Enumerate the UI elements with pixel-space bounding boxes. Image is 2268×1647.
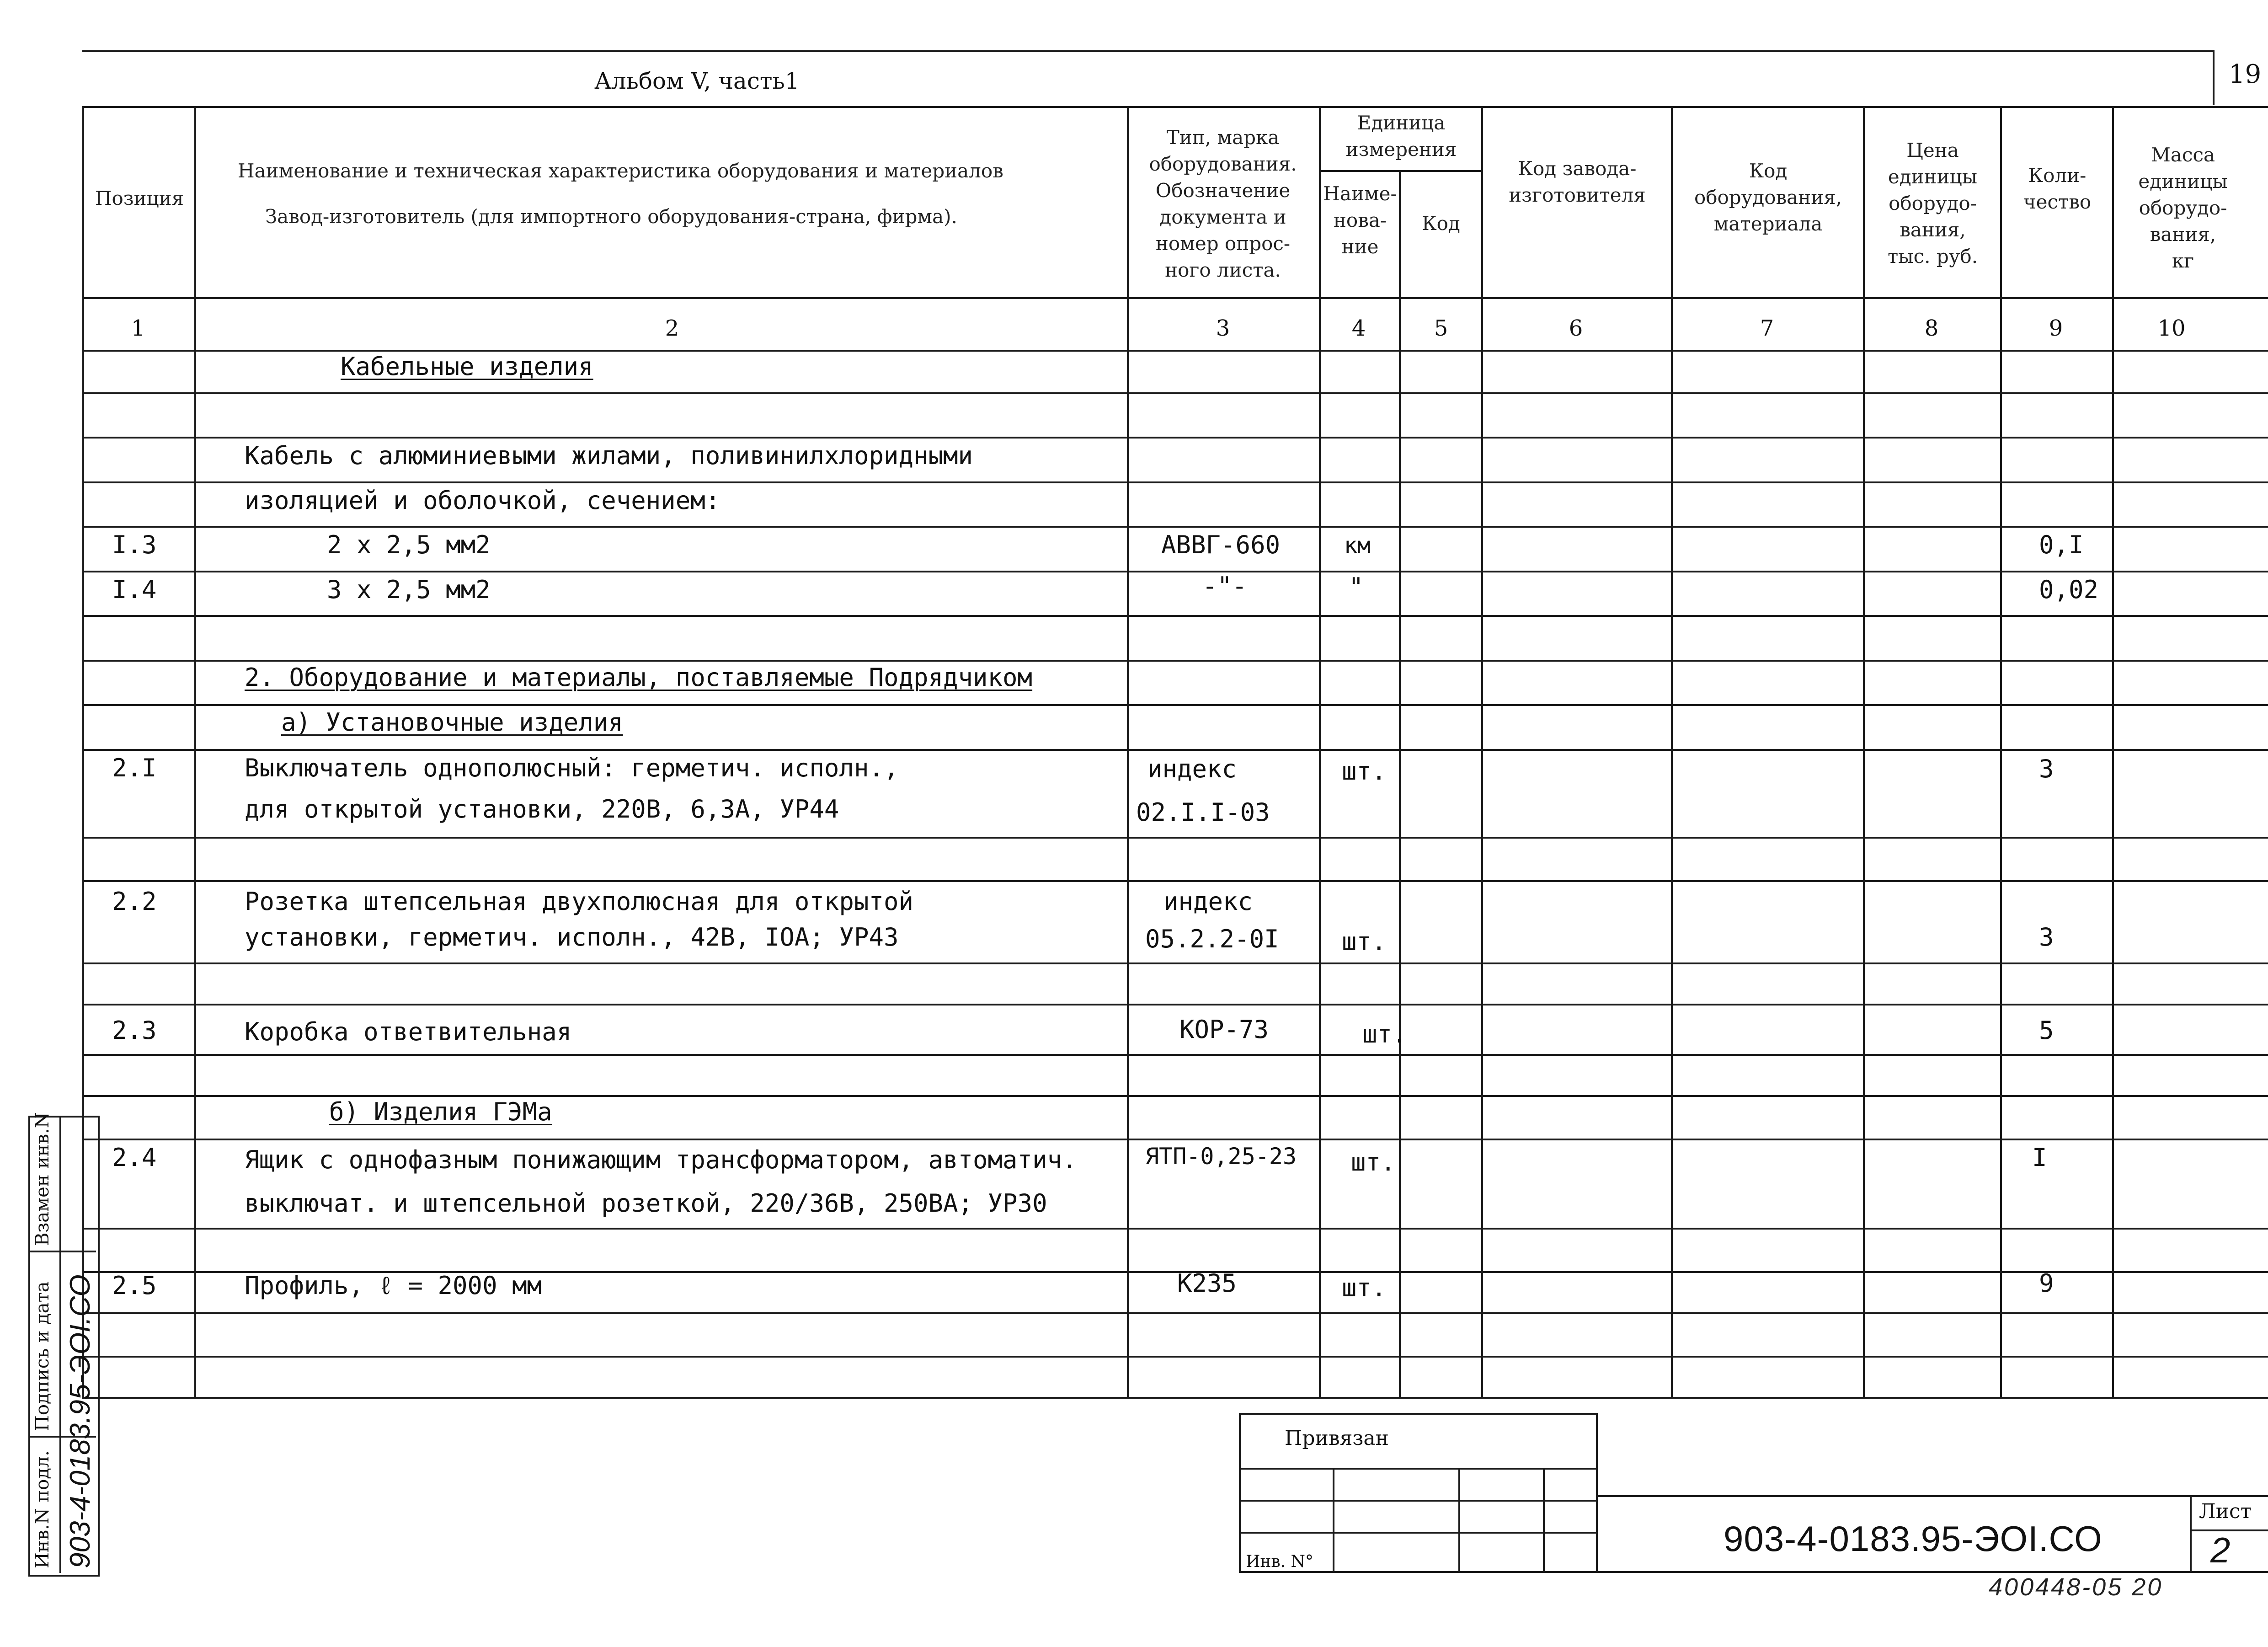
table-row-position: 2.5 bbox=[112, 1271, 157, 1300]
header-type bbox=[1129, 124, 1317, 283]
header-line: вания, bbox=[2150, 223, 2216, 246]
sheet-box-left bbox=[2190, 1495, 2192, 1573]
header-line: Масса bbox=[2151, 144, 2215, 166]
table-row-unit: шт. bbox=[1342, 757, 1387, 786]
table-top-border bbox=[82, 106, 2268, 108]
table-row-type: К235 bbox=[1177, 1269, 1237, 1298]
col-border-9 bbox=[2112, 106, 2114, 1398]
column-number-7: 7 bbox=[1760, 315, 1774, 341]
row-line bbox=[82, 481, 2268, 483]
album-title: Альбом V, часть1 bbox=[594, 68, 800, 94]
stamp-line bbox=[1543, 1468, 1545, 1573]
col-border-7 bbox=[1863, 106, 1865, 1398]
table-row-unit: шт. bbox=[1342, 927, 1387, 956]
row-line bbox=[82, 704, 2268, 706]
header-line: вания, bbox=[1900, 219, 1966, 241]
table-row-name: Профиль, ℓ = 2000 мм bbox=[245, 1271, 542, 1300]
table-row-position: I.3 bbox=[112, 530, 157, 559]
table-row-unit: шт. bbox=[1342, 1273, 1387, 1302]
title-block-top bbox=[1598, 1495, 2268, 1497]
col-border-1 bbox=[194, 106, 196, 1398]
table-row-quantity: 0,02 bbox=[2039, 575, 2099, 604]
section-heading-contractor: 2. Оборудование и материалы, поставляемые Подрядчиком bbox=[245, 663, 1033, 692]
header-unit-line: измерения bbox=[1345, 138, 1457, 160]
column-number-4: 4 bbox=[1351, 315, 1366, 341]
bottom-archive-note: 400448-05 20 bbox=[1989, 1573, 2163, 1601]
table-bottom-border bbox=[82, 1397, 2268, 1399]
header-unit-name-line: ние bbox=[1341, 235, 1379, 258]
subsection-heading-gem: б) Изделия ГЭМа bbox=[329, 1097, 552, 1126]
table-row-name: 3 х 2,5 мм2 bbox=[327, 575, 491, 604]
header-line: кг bbox=[2172, 250, 2194, 272]
header-unit-name bbox=[1321, 181, 1399, 260]
header-type-line: ного листа. bbox=[1165, 259, 1281, 281]
table-row-type: индекс bbox=[1163, 887, 1253, 916]
table-row-quantity: 3 bbox=[2039, 754, 2054, 783]
stamp-line bbox=[1239, 1413, 1598, 1415]
table-row-position: 2.2 bbox=[112, 887, 157, 916]
header-line: Код bbox=[1749, 160, 1788, 182]
row-line bbox=[82, 749, 2268, 751]
header-line: оборудо- bbox=[2139, 197, 2227, 219]
col-border-6 bbox=[1671, 106, 1673, 1398]
side-stamp-line bbox=[59, 1116, 61, 1573]
header-manufacturer-code bbox=[1484, 155, 1671, 209]
header-type-line: Обозначение bbox=[1155, 179, 1291, 202]
top-right-tick bbox=[2213, 50, 2215, 105]
row-line bbox=[82, 392, 2268, 394]
header-line: оборудования, bbox=[1694, 186, 1842, 209]
row-line bbox=[82, 1004, 2268, 1005]
table-row-type: -"- bbox=[1202, 572, 1247, 600]
table-row-name: Ящик с однофазным понижающим трансформатором, автоматич. bbox=[245, 1145, 1077, 1174]
col-border-3 bbox=[1319, 106, 1321, 1398]
table-row-position: I.4 bbox=[112, 575, 157, 604]
header-line: единицы bbox=[2138, 170, 2228, 193]
table-row-unit: шт. bbox=[1362, 1020, 1407, 1048]
col-border-4 bbox=[1399, 170, 1401, 1398]
header-line: оборудо- bbox=[1889, 192, 1977, 214]
row-line bbox=[82, 615, 2268, 617]
stamp-privyazan: Привязан bbox=[1285, 1427, 1389, 1450]
stamp-line bbox=[1458, 1468, 1460, 1573]
table-row-quantity: 3 bbox=[2039, 923, 2054, 952]
header-type-line: оборудования. bbox=[1149, 153, 1297, 175]
table-row-position: 2.4 bbox=[112, 1143, 157, 1172]
table-row-name: 2 х 2,5 мм2 bbox=[327, 530, 491, 559]
table-row-type: индекс bbox=[1147, 754, 1237, 783]
table-row-name: Коробка ответвительная bbox=[245, 1017, 572, 1046]
stamp-line bbox=[1333, 1468, 1334, 1573]
top-rule bbox=[82, 50, 2213, 52]
header-unit-name-line: нова- bbox=[1333, 209, 1387, 231]
row-line bbox=[82, 963, 2268, 964]
header-line: единицы bbox=[1888, 166, 1978, 188]
column-number-3: 3 bbox=[1216, 315, 1230, 341]
table-row-type: АВВГ-660 bbox=[1161, 530, 1281, 559]
table-row-position: 2.3 bbox=[112, 1016, 157, 1045]
header-position: Позиция bbox=[95, 187, 184, 209]
row-line bbox=[82, 526, 2268, 528]
header-line: Коли- bbox=[2028, 164, 2087, 187]
col-border-5 bbox=[1481, 106, 1483, 1398]
row-line bbox=[82, 1356, 2268, 1358]
header-line: чество bbox=[2023, 191, 2092, 213]
table-row-unit: км bbox=[1344, 533, 1371, 558]
col-border-2 bbox=[1127, 106, 1129, 1398]
header-line: тыс. руб. bbox=[1887, 245, 1978, 267]
header-line: Цена bbox=[1906, 139, 1959, 161]
page-corner-number: 19 bbox=[2229, 59, 2262, 89]
header-name-line1: Наименование и техническая характеристика оборудования и материалов bbox=[238, 160, 1003, 182]
header-type-line: номер опрос- bbox=[1155, 232, 1291, 255]
table-row-type: 05.2.2-0I bbox=[1145, 925, 1279, 953]
table-row-quantity: 0,I bbox=[2039, 530, 2084, 559]
subsection-heading-installation: а) Установочные изделия bbox=[281, 708, 623, 737]
table-row-unit: " bbox=[1349, 572, 1364, 601]
table-row-name: Выключатель однополюсный: герметич. исполн., bbox=[245, 754, 899, 782]
section-heading-cables: Кабельные изделия bbox=[341, 352, 593, 381]
header-unit-code: Код bbox=[1422, 212, 1460, 235]
side-label-podpis: Подпись и дата bbox=[32, 1281, 53, 1431]
header-equipment-code bbox=[1673, 158, 1863, 237]
side-label-inv-podl: Инв.N подл. bbox=[32, 1450, 53, 1568]
header-unit-name-line: Наиме- bbox=[1323, 182, 1397, 205]
header-unit-group bbox=[1321, 110, 1481, 163]
column-number-10: 10 bbox=[2157, 315, 2186, 341]
table-row-type: 02.I.I-03 bbox=[1136, 798, 1270, 827]
column-number-8: 8 bbox=[1924, 315, 1939, 341]
row-line bbox=[82, 1312, 2268, 1314]
header-type-line: Тип, марка bbox=[1166, 126, 1280, 149]
header-type-line: документа и bbox=[1159, 206, 1286, 228]
column-number-1: 1 bbox=[131, 315, 145, 341]
header-price bbox=[1865, 137, 2000, 270]
row-line bbox=[82, 437, 2268, 438]
header-unit-line: Единица bbox=[1357, 112, 1446, 134]
row-line bbox=[82, 571, 2268, 572]
stamp-line bbox=[1239, 1413, 1241, 1573]
table-row-name: установки, герметич. исполн., 42В, IОА; УР43 bbox=[245, 923, 899, 952]
row-line bbox=[82, 1095, 2268, 1097]
column-number-5: 5 bbox=[1434, 315, 1448, 341]
table-row-unit: шт. bbox=[1351, 1148, 1396, 1176]
side-label-vzam: Взамен инв.N bbox=[32, 1112, 53, 1246]
header-bottom-border bbox=[82, 297, 2268, 299]
table-row-name: Розетка штепсельная двухполюсная для открытой bbox=[245, 887, 913, 916]
column-number-2: 2 bbox=[665, 315, 679, 341]
row-line bbox=[82, 660, 2268, 662]
side-handwritten-code: 903-4-0183.95-ЭОI.СО bbox=[64, 1274, 96, 1568]
header-line: Код завода- bbox=[1518, 157, 1637, 180]
header-line: изготовителя bbox=[1509, 184, 1646, 206]
table-row-position: 2.I bbox=[112, 754, 157, 782]
row-line bbox=[82, 1139, 2268, 1140]
header-name-line2: Завод-изготовитель (для импортного оборудования-страна, фирма). bbox=[265, 205, 957, 228]
table-row-type: КОР-73 bbox=[1179, 1015, 1269, 1044]
table-row-name: выключат. и штепсельной розеткой, 220/36В, 250ВА; УР30 bbox=[245, 1189, 1047, 1218]
col-border-8 bbox=[2000, 106, 2002, 1398]
colnum-bottom-border bbox=[82, 350, 2268, 352]
stamp-line bbox=[1596, 1413, 1598, 1573]
row-line bbox=[82, 1228, 2268, 1230]
table-row-quantity: 5 bbox=[2039, 1016, 2054, 1045]
table-row-name: Кабель с алюминиевыми жилами, поливинилхлоридными bbox=[245, 441, 973, 470]
sheet-label: Лист bbox=[2199, 1500, 2252, 1523]
table-row-name: изоляцией и оболочкой, сечением: bbox=[245, 486, 720, 515]
table-row-quantity: 9 bbox=[2039, 1269, 2054, 1298]
header-quantity bbox=[2002, 162, 2112, 215]
table-row-quantity: I bbox=[2032, 1143, 2047, 1172]
column-number-6: 6 bbox=[1569, 315, 1583, 341]
row-line bbox=[82, 880, 2268, 882]
stamp-inv-label: Инв. N° bbox=[1246, 1552, 1314, 1571]
row-line bbox=[82, 837, 2268, 839]
row-line bbox=[82, 1054, 2268, 1056]
side-stamp-line bbox=[28, 1251, 96, 1252]
table-row-name: для открытой установки, 220В, 6,3А, УР44 bbox=[245, 795, 839, 824]
sheet-number: 2 bbox=[2210, 1530, 2231, 1570]
header-mass bbox=[2114, 142, 2252, 274]
document-code: 903-4-0183.95-ЭОI.СО bbox=[1724, 1519, 2103, 1559]
column-number-9: 9 bbox=[2049, 315, 2063, 341]
table-row-type: ЯТП-0,25-23 bbox=[1145, 1143, 1297, 1170]
header-line: материала bbox=[1713, 213, 1823, 235]
